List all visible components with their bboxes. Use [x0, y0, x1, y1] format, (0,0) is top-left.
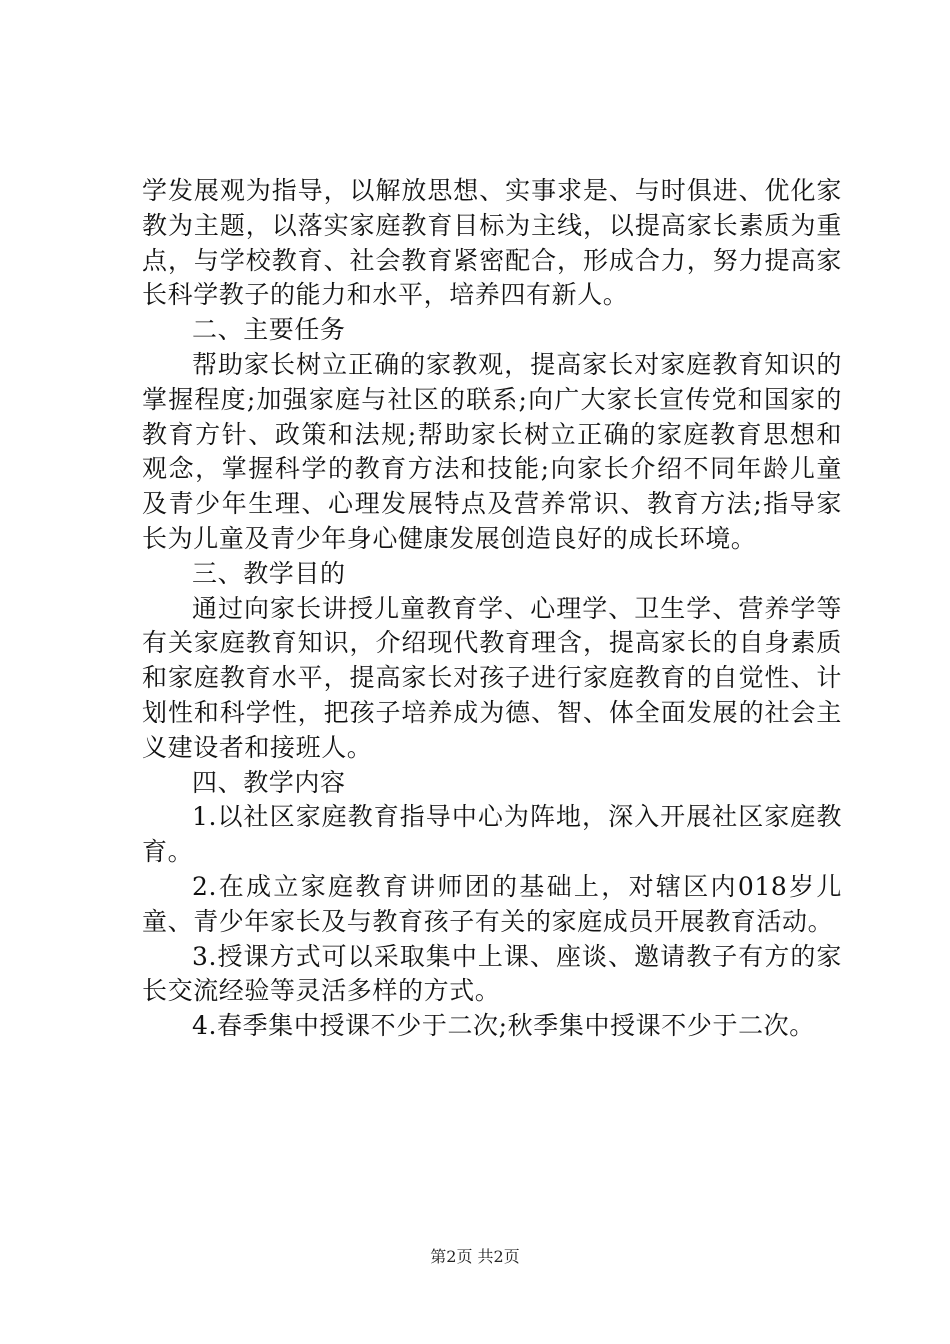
content-item-3: 3.授课方式可以采取集中上课、座谈、邀请教子有方的家长交流经验等灵活多样的方式。 — [142, 941, 842, 1006]
section-heading-goals: 三、教学目的 — [192, 558, 346, 588]
content-item-1: 1.以社区家庭教育指导中心为阵地，深入开展社区家庭教育。 — [142, 802, 842, 867]
document-body — [142, 174, 842, 1044]
tasks-paragraph: 帮助家长树立正确的家教观，提高家长对家庭教育知识的掌握程度;加强家庭与社区的联系;向广大家长宣传党和国家的教育方针、政策和法规;帮助家长树立正确的家庭教育思想和观念，掌握科学的教育方法和技能;向家长介绍不同年龄儿童及青少年生理、心理发展特点及营养常识、教育方法;指导家长为儿童及青少年身心健康发展创造良好的成长环境。 — [142, 349, 842, 553]
intro-paragraph: 学发展观为指导，以解放思想、实事求是、与时俱进、优化家教为主题，以落实家庭教育目标为主线，以提高家长素质为重点，与学校教育、社会教育紧密配合，形成合力，努力提高家长科学教子的能力和水平，培养四有新人。 — [142, 176, 842, 310]
content-item-2: 2.在成立家庭教育讲师团的基础上，对辖区内018岁儿童、青少年家长及与教育孩子有关的家庭成员开展教育活动。 — [142, 871, 842, 936]
section-heading-tasks: 二、主要任务 — [192, 315, 346, 345]
section-heading-content: 四、教学内容 — [192, 767, 346, 797]
content-item-4: 4.春季集中授课不少于二次;秋季集中授课不少于二次。 — [192, 1011, 815, 1041]
page-footer: 第2页 共2页 — [430, 1247, 520, 1266]
goals-paragraph: 通过向家长讲授儿童教育学、心理学、卫生学、营养学等有关家庭教育知识，介绍现代教育理含，提高家长的自身素质和家庭教育水平，提高家长对孩子进行家庭教育的自觉性、计划性和科学性，把孩子培养成为德、智、体全面发展的社会主义建设者和接班人。 — [142, 593, 842, 762]
